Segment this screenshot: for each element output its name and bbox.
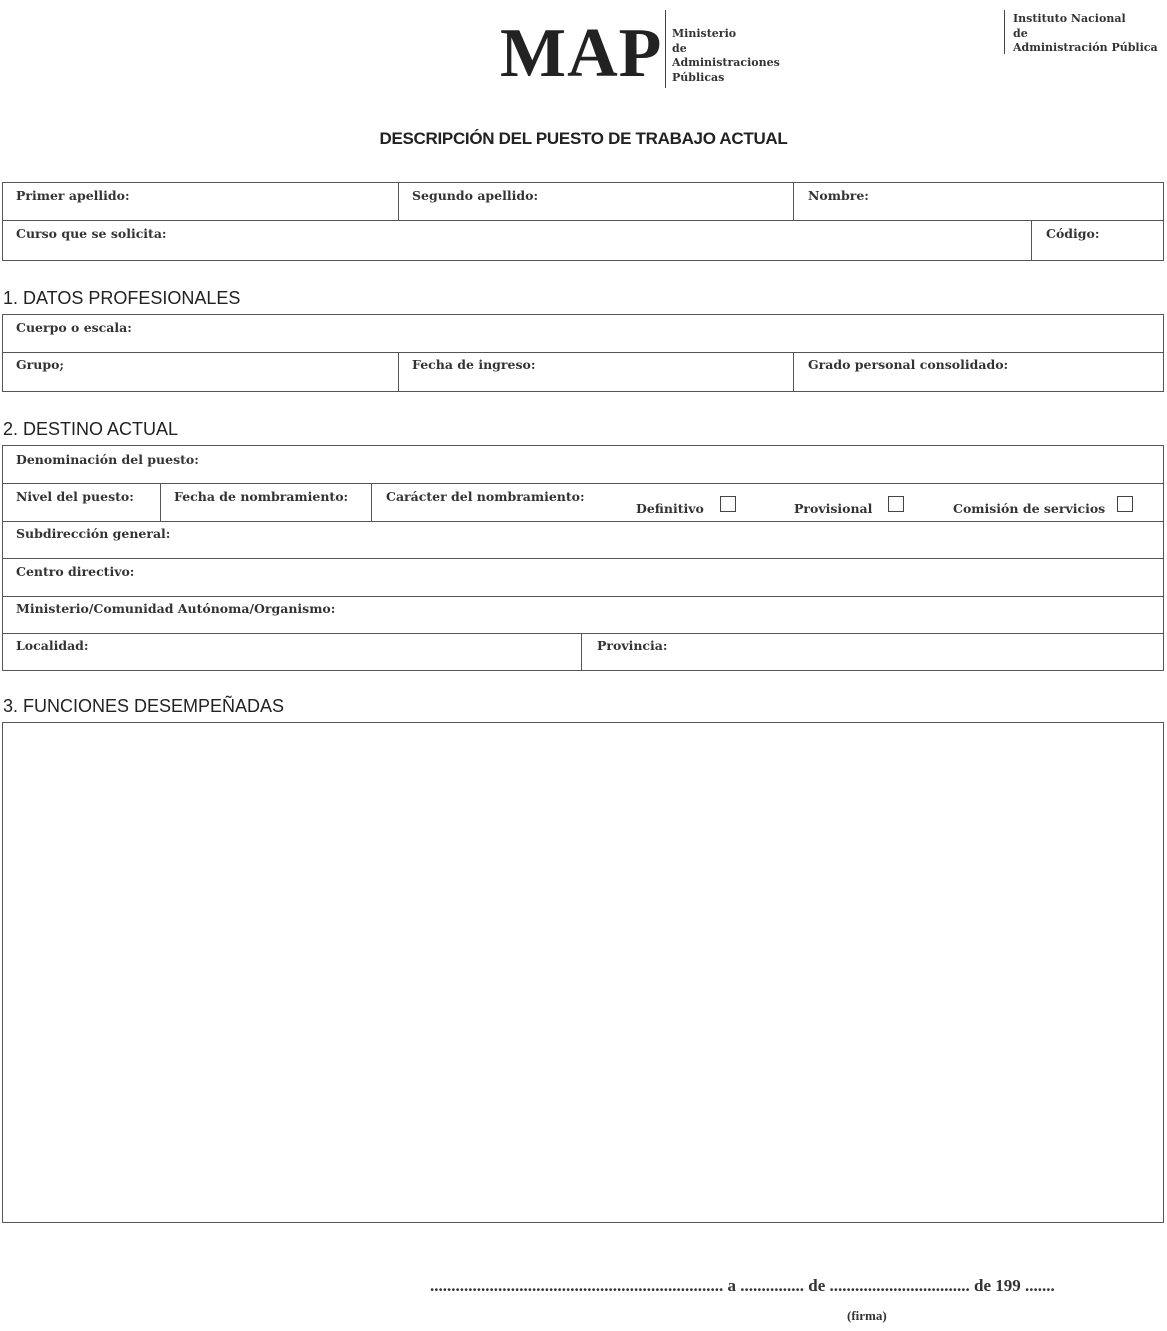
section-1-heading: 1. DATOS PROFESIONALES <box>3 288 241 308</box>
subdireccion-field[interactable]: Subdirección general: <box>16 526 171 541</box>
funciones-textarea[interactable] <box>2 722 1164 1223</box>
cuerpo-field[interactable]: Cuerpo o escala: <box>16 320 132 335</box>
nombre-field[interactable]: Nombre: <box>808 188 869 203</box>
localidad-field[interactable]: Localidad: <box>16 638 89 653</box>
divider <box>2 558 1164 559</box>
divider <box>2 521 1164 522</box>
form-title: DESCRIPCIÓN DEL PUESTO DE TRABAJO ACTUAL <box>379 129 788 148</box>
definitivo-label: Definitivo <box>636 501 704 516</box>
definitivo-checkbox[interactable] <box>720 496 736 512</box>
applicant-box <box>2 182 1164 261</box>
divider <box>581 633 582 671</box>
nivel-field[interactable]: Nivel del puesto: <box>16 489 134 504</box>
section-3-heading: 3. FUNCIONES DESEMPEÑADAS <box>3 696 285 716</box>
divider <box>398 352 399 392</box>
provisional-checkbox[interactable] <box>888 496 904 512</box>
provincia-field[interactable]: Provincia: <box>597 638 668 653</box>
ministerio-field[interactable]: Ministerio/Comunidad Autónoma/Organismo: <box>16 601 336 616</box>
ministry-name: Ministerio de Administraciones Públicas <box>672 27 780 84</box>
curso-field[interactable]: Curso que se solicita: <box>16 226 167 241</box>
divider <box>160 483 161 522</box>
date-signature-line[interactable]: ..................................................................... a ............... de ................................. de 199 ....... <box>430 1276 1055 1295</box>
divider <box>2 633 1164 634</box>
datos-profesionales-box <box>2 314 1164 392</box>
primer-apellido-field[interactable]: Primer apellido: <box>16 188 130 203</box>
institute-name: Instituto Nacional de Administración Pública <box>1013 12 1158 54</box>
institute-divider <box>1004 10 1005 54</box>
comision-label: Comisión de servicios <box>953 501 1106 516</box>
divider <box>2 483 1164 484</box>
denominacion-field[interactable]: Denominación del puesto: <box>16 452 199 467</box>
grado-field[interactable]: Grado personal consolidado: <box>808 357 1009 372</box>
map-logo: MAP <box>500 15 663 92</box>
fecha-ingreso-field[interactable]: Fecha de ingreso: <box>412 357 536 372</box>
fecha-nombramiento-field[interactable]: Fecha de nombramiento: <box>174 489 349 504</box>
provisional-label: Provisional <box>794 501 873 516</box>
codigo-field[interactable]: Código: <box>1046 226 1100 241</box>
centro-field[interactable]: Centro directivo: <box>16 564 135 579</box>
divider <box>371 483 372 522</box>
divider <box>398 182 399 221</box>
divider <box>793 182 794 221</box>
comision-checkbox[interactable] <box>1117 496 1133 512</box>
caracter-label: Carácter del nombramiento: <box>386 489 585 504</box>
logo-divider <box>665 10 666 88</box>
divider <box>2 352 1164 353</box>
divider <box>2 596 1164 597</box>
segundo-apellido-field[interactable]: Segundo apellido: <box>412 188 539 203</box>
section-2-heading: 2. DESTINO ACTUAL <box>3 419 179 439</box>
divider <box>1031 220 1032 261</box>
applicant-row-divider <box>2 220 1164 221</box>
grupo-field[interactable]: Grupo; <box>16 357 65 372</box>
firma-label: (firma) <box>847 1308 887 1323</box>
divider <box>793 352 794 392</box>
